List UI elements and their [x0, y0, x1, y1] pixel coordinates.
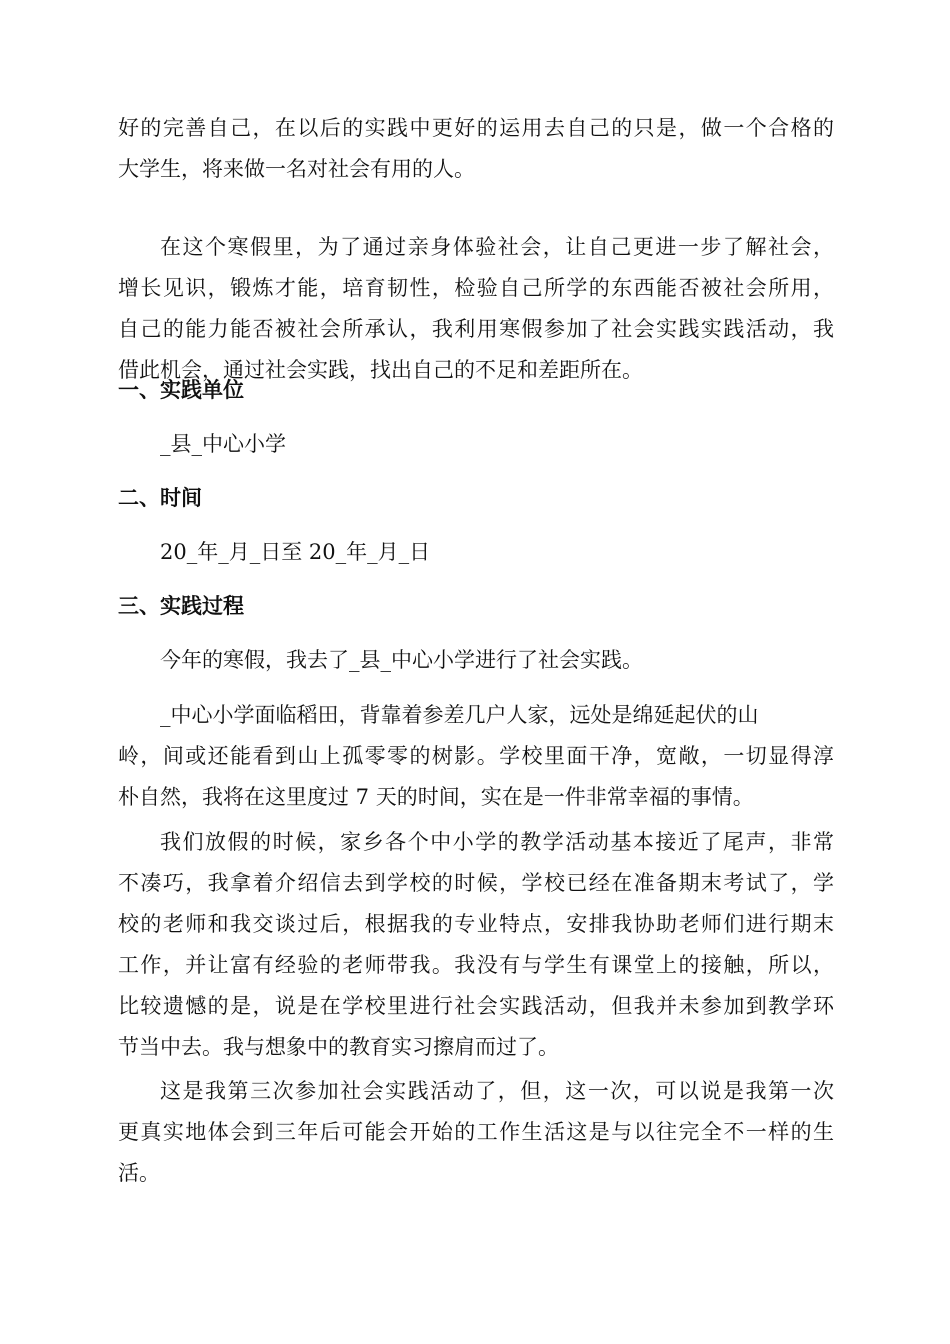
text-line: 今年的寒假，我去了_县_中心小学进行了社会实践。 — [160, 648, 643, 672]
text-line: 朴自然，我将在这里度过 7 天的时间，实在是一件非常幸福的事情。 — [118, 785, 754, 809]
text-line: 这是我第三次参加社会实践活动了，但，这一次，可以说是我第一次 — [160, 1079, 834, 1103]
text-line: 增长见识，锻炼才能，培育韧性，检验自己所学的东西能否被社会所用， — [118, 276, 834, 300]
text-line: 在这个寒假里，为了通过亲身体验社会，让自己更进一步了解社会， — [160, 235, 834, 259]
text-line: 工作，并让富有经验的老师带我。我没有与学生有课堂上的接触，所以， — [118, 953, 834, 977]
text-line: _中心小学面临稻田，背靠着参差几户人家，远处是绵延起伏的山 — [160, 703, 759, 727]
text-line: 好的完善自己，在以后的实践中更好的运用去自己的只是，做一个合格的 — [118, 116, 834, 140]
text-line: 更真实地体会到三年后可能会开始的工作生活这是与以往完全不一样的生 — [118, 1120, 834, 1144]
text-line: 比较遗憾的是，说是在学校里进行社会实践活动，但我并未参加到教学环 — [118, 994, 834, 1018]
section-value-time: 20_年_月_日至 20_年_月_日 — [160, 540, 431, 564]
paragraph-experience — [118, 822, 834, 1068]
text-line: 节当中去。我与想象中的教育实习擦肩而过了。 — [118, 1035, 559, 1059]
section-heading-unit: 一、实践单位 — [118, 378, 244, 402]
text-line: 大学生，将来做一名对社会有用的人。 — [118, 157, 475, 181]
paragraph-school-description — [118, 695, 834, 818]
paragraph-continuation — [118, 108, 834, 190]
text-line: 校的老师和我交谈过后，根据我的专业特点，安排我协助老师们进行期末 — [118, 912, 834, 936]
section-heading-process: 三、实践过程 — [118, 594, 244, 618]
text-line: 活。 — [118, 1161, 160, 1185]
section-heading-time: 二、时间 — [118, 486, 202, 510]
text-line: 自己的能力能否被社会所承认，我利用寒假参加了社会实践实践活动，我 — [118, 317, 834, 341]
text-line: 岭，间或还能看到山上孤零零的树影。学校里面干净，宽敞，一切显得淳 — [118, 744, 834, 768]
section-value-unit: _县_中心小学 — [160, 432, 286, 456]
text-line: 不凑巧，我拿着介绍信去到学校的时候，学校已经在准备期末考试了，学 — [118, 871, 834, 895]
text-line: 我们放假的时候，家乡各个中小学的教学活动基本接近了尾声，非常 — [160, 830, 834, 854]
paragraph-process-intro — [118, 640, 834, 681]
paragraph-intro — [118, 227, 834, 391]
text-line: 借此机会，通过社会实践，找出自己的不足和差距所在。 — [118, 358, 643, 382]
paragraph-reflection — [118, 1071, 834, 1194]
